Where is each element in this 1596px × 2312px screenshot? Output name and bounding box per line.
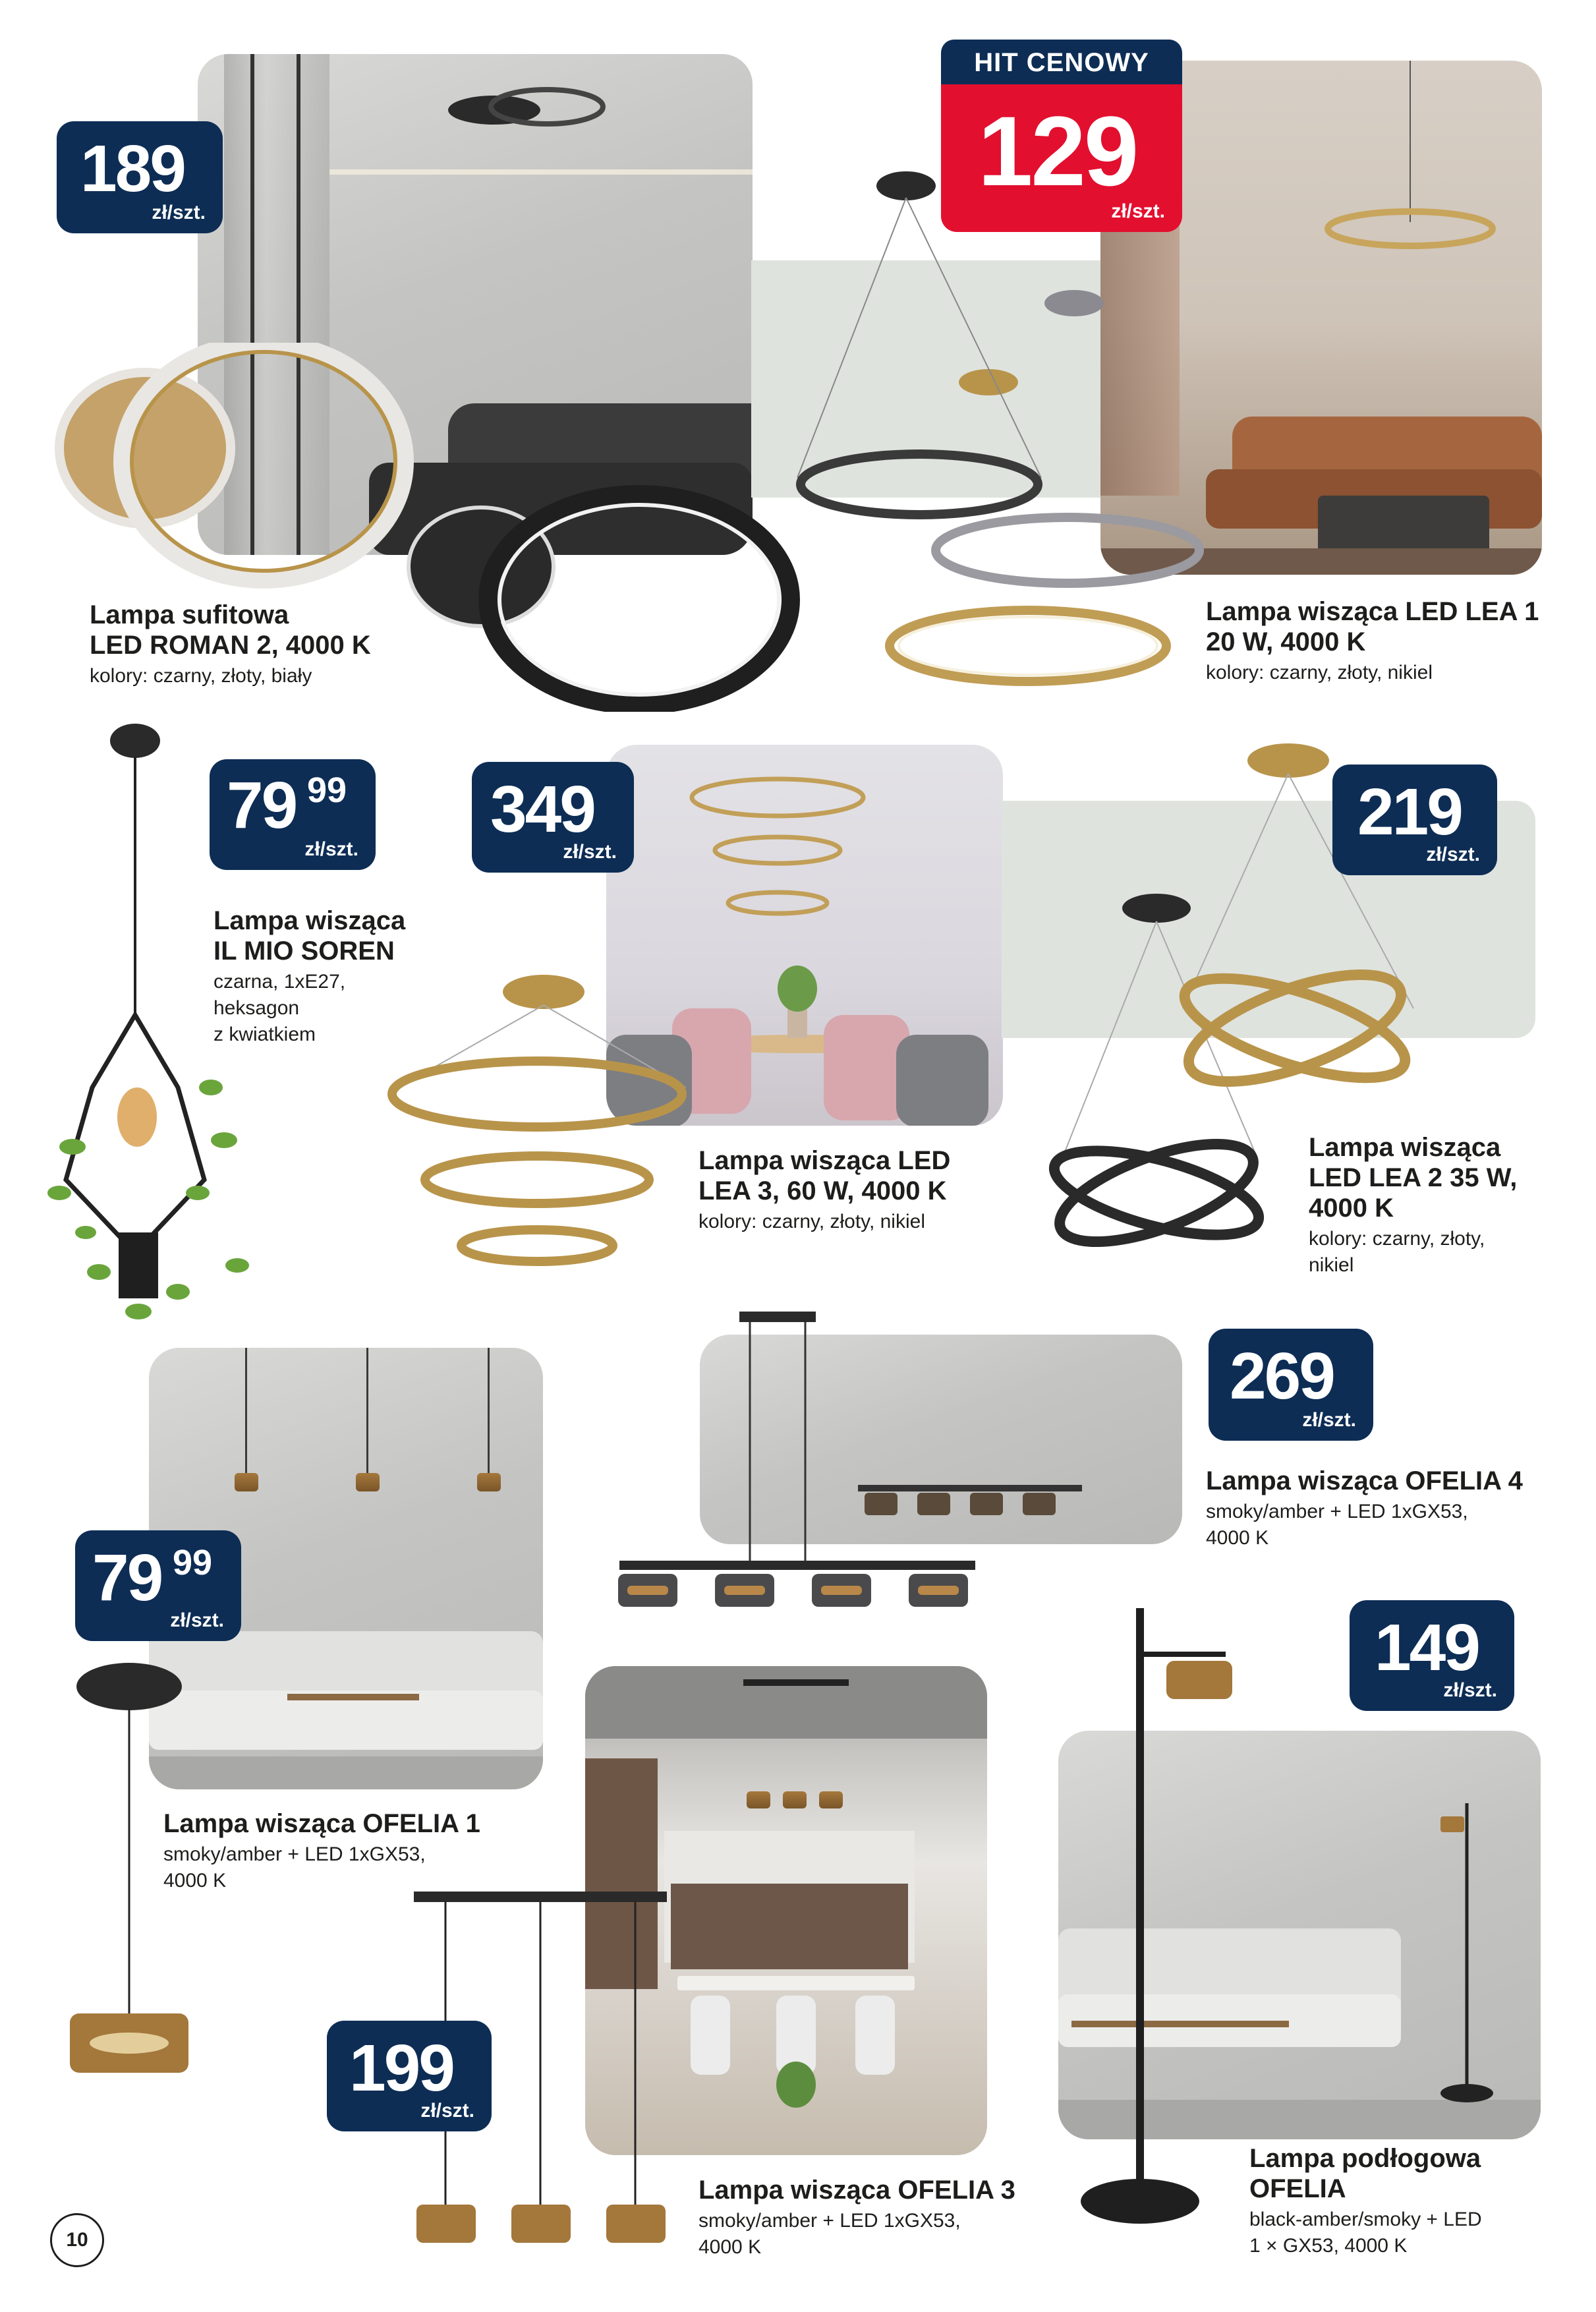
product-desc: smoky/amber + LED 1xGX53, 4000 K: [698, 2210, 961, 2258]
price-unit: zł/szt.: [563, 841, 617, 863]
product-desc: smoky/amber + LED 1xGX53, 4000 K: [163, 1843, 426, 1892]
hit-cenowy-badge: HIT CENOWY: [941, 40, 1182, 86]
lea1-rings-icon: [778, 165, 1239, 699]
lea1-price-badge: [941, 84, 1182, 232]
price-main: 199: [349, 2031, 453, 2105]
ceiling-lamp-icon: [442, 80, 613, 140]
price-unit: zł/szt.: [420, 2100, 474, 2122]
price-unit: zł/szt.: [152, 202, 206, 223]
lea2-price-badge: [1332, 765, 1497, 875]
price-unit: zł/szt.: [1302, 1409, 1356, 1431]
lea1-info: [1206, 596, 1575, 686]
roman2-price-badge: [57, 121, 223, 233]
ofelia3-info: [698, 2175, 1068, 2261]
price-sup: 99: [307, 770, 347, 810]
product-name: Lampa wisząca LED LEA 3, 60 W, 4000 K: [698, 1146, 951, 1205]
plant-icon: [771, 962, 824, 1041]
product-desc: czarna, 1xE27, heksagon z kwiatkiem: [214, 971, 346, 1045]
floor-lamp-info: [1249, 2143, 1579, 2259]
product-desc: kolory: czarny, złoty, nikiel: [1206, 662, 1433, 683]
price-unit: zł/szt.: [1443, 1679, 1497, 1701]
lea3-rings-icon: [382, 966, 692, 1269]
ofelia4-price-badge: [1209, 1329, 1373, 1441]
price-unit: zł/szt.: [304, 838, 358, 860]
ofelia4-info: [1206, 1466, 1575, 1551]
price-main: 349: [490, 772, 594, 846]
price-main: 269: [1230, 1339, 1334, 1413]
product-name: Lampa wisząca LED LEA 1 20 W, 4000 K: [1206, 597, 1539, 656]
product-desc: kolory: czarny, złoty, biały: [90, 665, 312, 687]
product-name: Lampa sufitowa LED ROMAN 2, 4000 K: [90, 600, 371, 660]
product-name: Lampa wisząca OFELIA 3: [698, 2176, 1015, 2205]
price-main: 79: [227, 768, 297, 842]
price-unit: zł/szt.: [1426, 844, 1480, 865]
roman2-info: [90, 600, 498, 689]
soren-price-badge: [210, 759, 376, 870]
floor-lamp-price-badge: [1350, 1600, 1514, 1711]
product-desc: black-amber/smoky + LED 1 × GX53, 4000 K: [1249, 2209, 1482, 2257]
product-name: Lampa wisząca OFELIA 1: [163, 1809, 480, 1838]
product-name: Lampa wisząca OFELIA 4: [1206, 1466, 1523, 1495]
floor-lamp-product-icon: [1068, 1608, 1239, 2234]
price-main: 149: [1375, 1611, 1479, 1685]
product-name: Lampa podłogowa OFELIA: [1249, 2144, 1481, 2203]
page-number: 10: [50, 2213, 104, 2267]
lea2-info: [1309, 1132, 1572, 1279]
lea3-price-badge: [472, 762, 634, 873]
price-unit: zł/szt.: [1111, 200, 1165, 222]
lea3-info: [698, 1145, 1041, 1235]
ofelia1-price-badge: [75, 1530, 241, 1641]
price-main: 79: [92, 1541, 162, 1615]
product-name: Lampa wisząca IL MIO SOREN: [214, 906, 406, 966]
product-desc: kolory: czarny, złoty, nikiel: [1309, 1228, 1485, 1276]
price-sup: 99: [173, 1543, 213, 1582]
ofelia4-pendant-icon: [613, 1312, 982, 1621]
product-desc: kolory: czarny, złoty, nikiel: [698, 1211, 925, 1232]
price-main: 189: [80, 132, 185, 206]
product-name: Lampa wisząca LED LEA 2 35 W, 4000 K: [1309, 1133, 1518, 1223]
ring-lamp-icon: [1318, 61, 1502, 258]
ofelia3-price-badge: [327, 2021, 492, 2131]
price-unit: zł/szt.: [170, 1609, 224, 1631]
ofelia1-info: [163, 1808, 559, 1894]
product-desc: smoky/amber + LED 1xGX53, 4000 K: [1206, 1501, 1468, 1549]
ring-lamp-icon: [672, 745, 883, 942]
floor-lamp-icon: [1427, 1797, 1506, 2113]
price-main: 219: [1357, 775, 1462, 849]
price-main: 129: [978, 96, 1137, 206]
